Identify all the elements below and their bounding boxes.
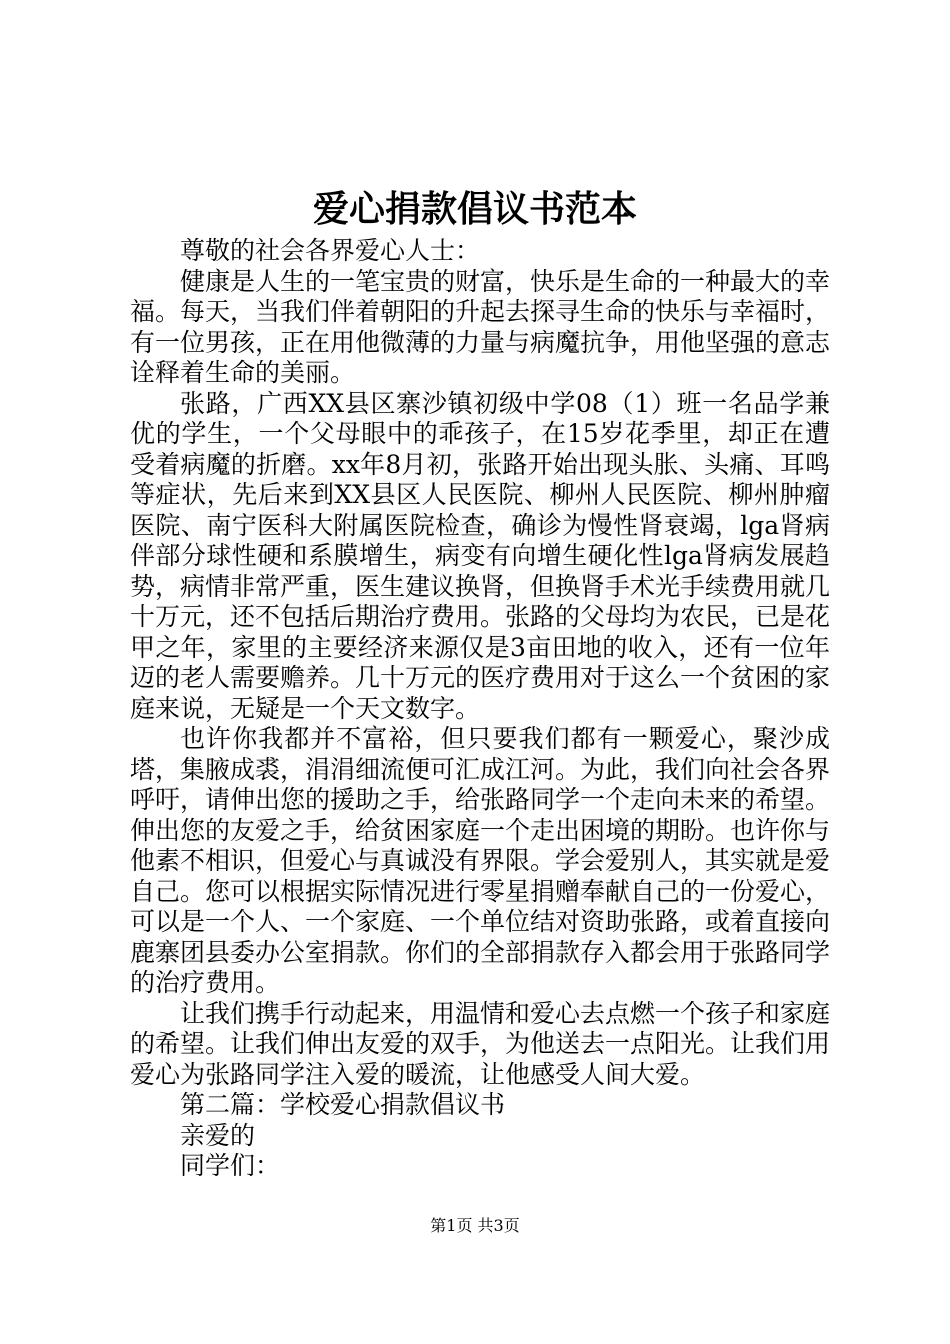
paragraph-closing: 让我们携手行动起来，用温情和爱心去点燃一个孩子和家庭的希望。让我们伸出友爱的双手，为他送去一点阳光。让我们用爱心为张路同学注入爱的暖流，让他感受人间大爱。 — [130, 998, 831, 1089]
greeting-line-2: 同学们： — [180, 1151, 281, 1180]
salutation: 尊敬的社会各界爱心人士： — [180, 236, 481, 265]
greeting-line-1: 亲爱的 — [180, 1120, 256, 1150]
paragraph-intro: 健康是人生的一笔宝贵的财富，快乐是生命的一种最大的幸福。每天，当我们伴着朝阳的升起去探寻生命的快乐与幸福时，有一位男孩，正在用他微薄的力量与病魔抗争，用他坚强的意志诠释着生命的美丽。 — [130, 266, 831, 387]
paragraph-appeal: 也许你我都并不富裕，但只要我们都有一颗爱心，聚沙成塔，集腋成裘，涓涓细流便可汇成江河。为此，我们向社会各界呼吁，请伸出您的援助之手，给张路同学一个走向未来的希望。伸出您的友爱之手，给贫困家庭一个走出困境的期盼。也许你与他素不相识，但爱心与真诚没有界限。学会爱别人，其实就是爱自己。您可以根据实际情况进行零星捐赠奉献自己的一份爱心，可以是一个人、一个家庭、一个单位结对资助张路，或着直接向鹿寨团县委办公室捐款。你们的全部捐款存入都会用于张路同学的治疗费用。 — [130, 724, 831, 997]
section-heading: 第二篇：学校爱心捐款倡议书 — [180, 1090, 506, 1119]
document-title: 爱心捐款倡议书范本 — [312, 188, 637, 230]
page-footer: 第1页 共3页 — [430, 1216, 520, 1235]
document-body — [130, 236, 830, 1182]
paragraph-story: 张路，广西XX县区寨沙镇初级中学08（1）班一名品学兼优的学生，一个父母眼中的乖孩子，在15岁花季里，却正在遭受着病魔的折磨。xx年8月初，张路开始出现头胀、头痛、耳鸣等症状，先后来到XX县区人民医院、柳州人民医院、柳州肿瘤医院、南宁医科大附属医院检查，确诊为慢性肾衰竭，lga肾病伴部分球性硬和系膜增生，病变有向增生硬化性lga肾病发展趋势，病情非常严重，医生建议换肾，但换肾手术光手续费用就几十万元，还不包括后期治疗费用。张路的父母均为农民，已是花甲之年，家里的主要经济来源仅是3亩田地的收入，还有一位年迈的老人需要赡养。几十万元的医疗费用对于这么一个贫困的家庭来说，无疑是一个天文数字。 — [130, 388, 831, 723]
